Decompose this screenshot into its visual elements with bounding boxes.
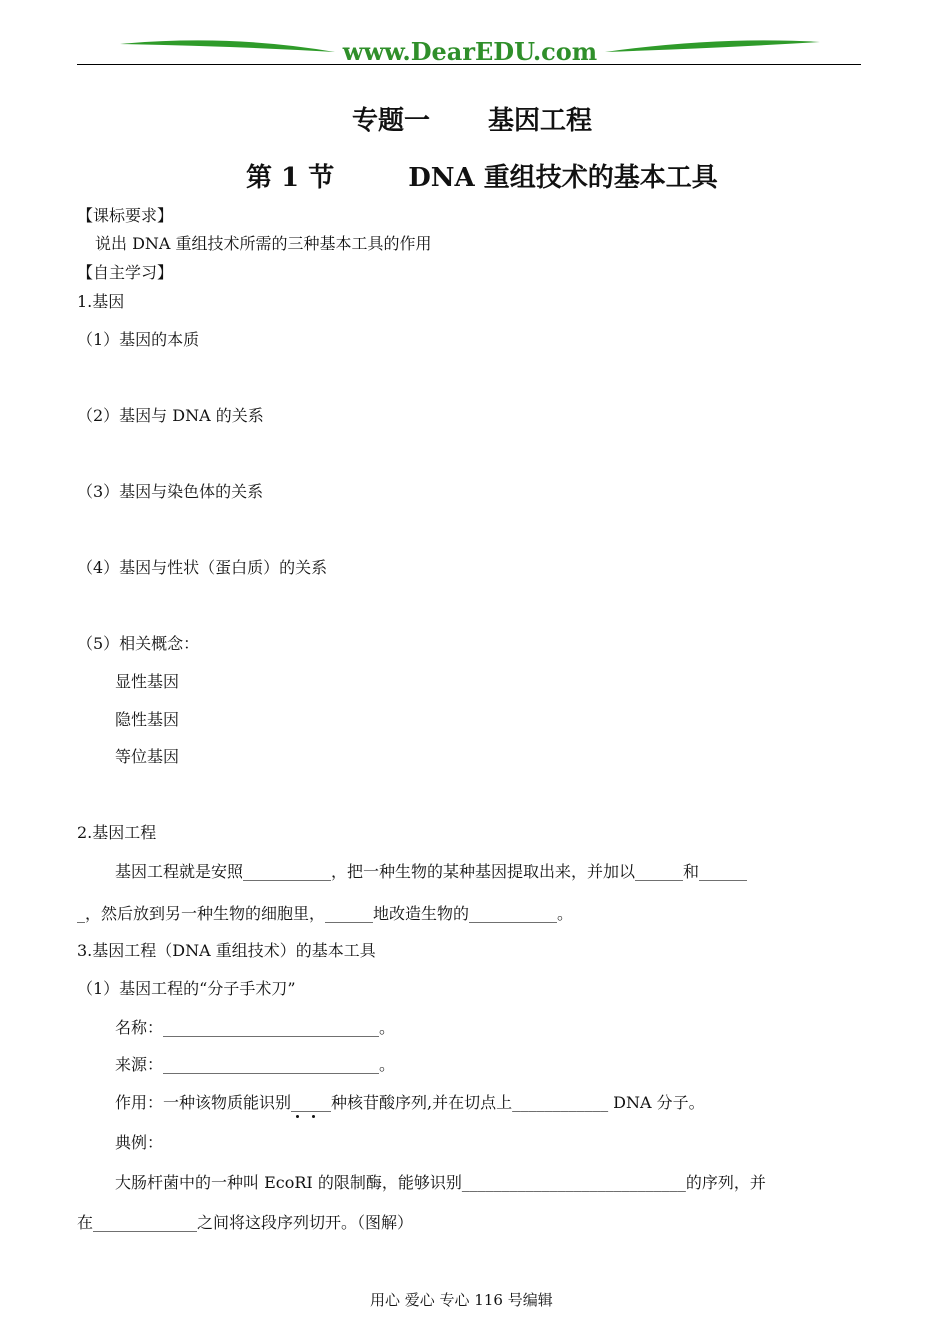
concept-dominant: 显性基因 (115, 672, 180, 691)
function-line: 作用：一种该物质能识别_____种核苷酸序列,并在切点上____________ DNA 分子。 (115, 1093, 705, 1112)
gene-item-1: （1）基因的本质 (77, 330, 200, 349)
example-line-2: 在_____________之间将这段序列切开。（图解） (77, 1213, 414, 1232)
tools-sub-1: （1）基因工程的“分子手术刀” (77, 979, 296, 998)
left-swoosh-icon (120, 40, 335, 52)
emphasis-dot (296, 1115, 299, 1118)
concept-recessive: 隐性基因 (115, 710, 180, 729)
emphasis-dot (312, 1115, 315, 1118)
name-line: 名称：___________________________。 (115, 1018, 396, 1037)
section-name: DNA 重组技术的基本工具 (408, 163, 718, 193)
example-heading: 典例： (115, 1133, 164, 1152)
example-line-1: 大肠杆菌中的一种叫 EcoRI 的限制酶，能够识别____________________________的序列，并 (115, 1173, 766, 1192)
header-rule (77, 64, 861, 65)
logo-text: www.DearEDU.com (342, 37, 598, 66)
engineering-line-1: 基因工程就是安照___________，把一种生物的某种基因提取出来，并加以______和______ (115, 862, 748, 881)
gene-item-3: （3）基因与染色体的关系 (77, 482, 264, 501)
topic-name: 基因工程 (488, 106, 593, 136)
self-study-heading: 【自主学习】 (77, 263, 174, 282)
gene-item-5: （5）相关概念： (77, 634, 200, 653)
engineering-line-2: _，然后放到另一种生物的细胞里，______地改造生物的___________。 (77, 904, 574, 923)
topic-title (352, 100, 592, 137)
standard-heading: 【课标要求】 (77, 206, 174, 225)
section-number: 第 1 节 (246, 163, 335, 193)
source-line: 来源：___________________________。 (115, 1055, 396, 1074)
tools-heading: 3.基因工程（DNA 重组技术）的基本工具 (77, 941, 376, 960)
page-footer: 用心 爱心 专心 116 号编辑 (370, 1291, 553, 1309)
right-swoosh-icon (605, 40, 820, 52)
standard-text: 说出 DNA 重组技术所需的三种基本工具的作用 (95, 234, 432, 253)
gene-item-2: （2）基因与 DNA 的关系 (77, 406, 264, 425)
gene-heading: 1.基因 (77, 292, 125, 311)
gene-item-4: （4）基因与性状（蛋白质）的关系 (77, 558, 328, 577)
engineering-heading: 2.基因工程 (77, 823, 157, 842)
section-title (246, 157, 718, 194)
concept-allele: 等位基因 (115, 747, 180, 766)
topic-number: 专题一 (352, 106, 431, 136)
